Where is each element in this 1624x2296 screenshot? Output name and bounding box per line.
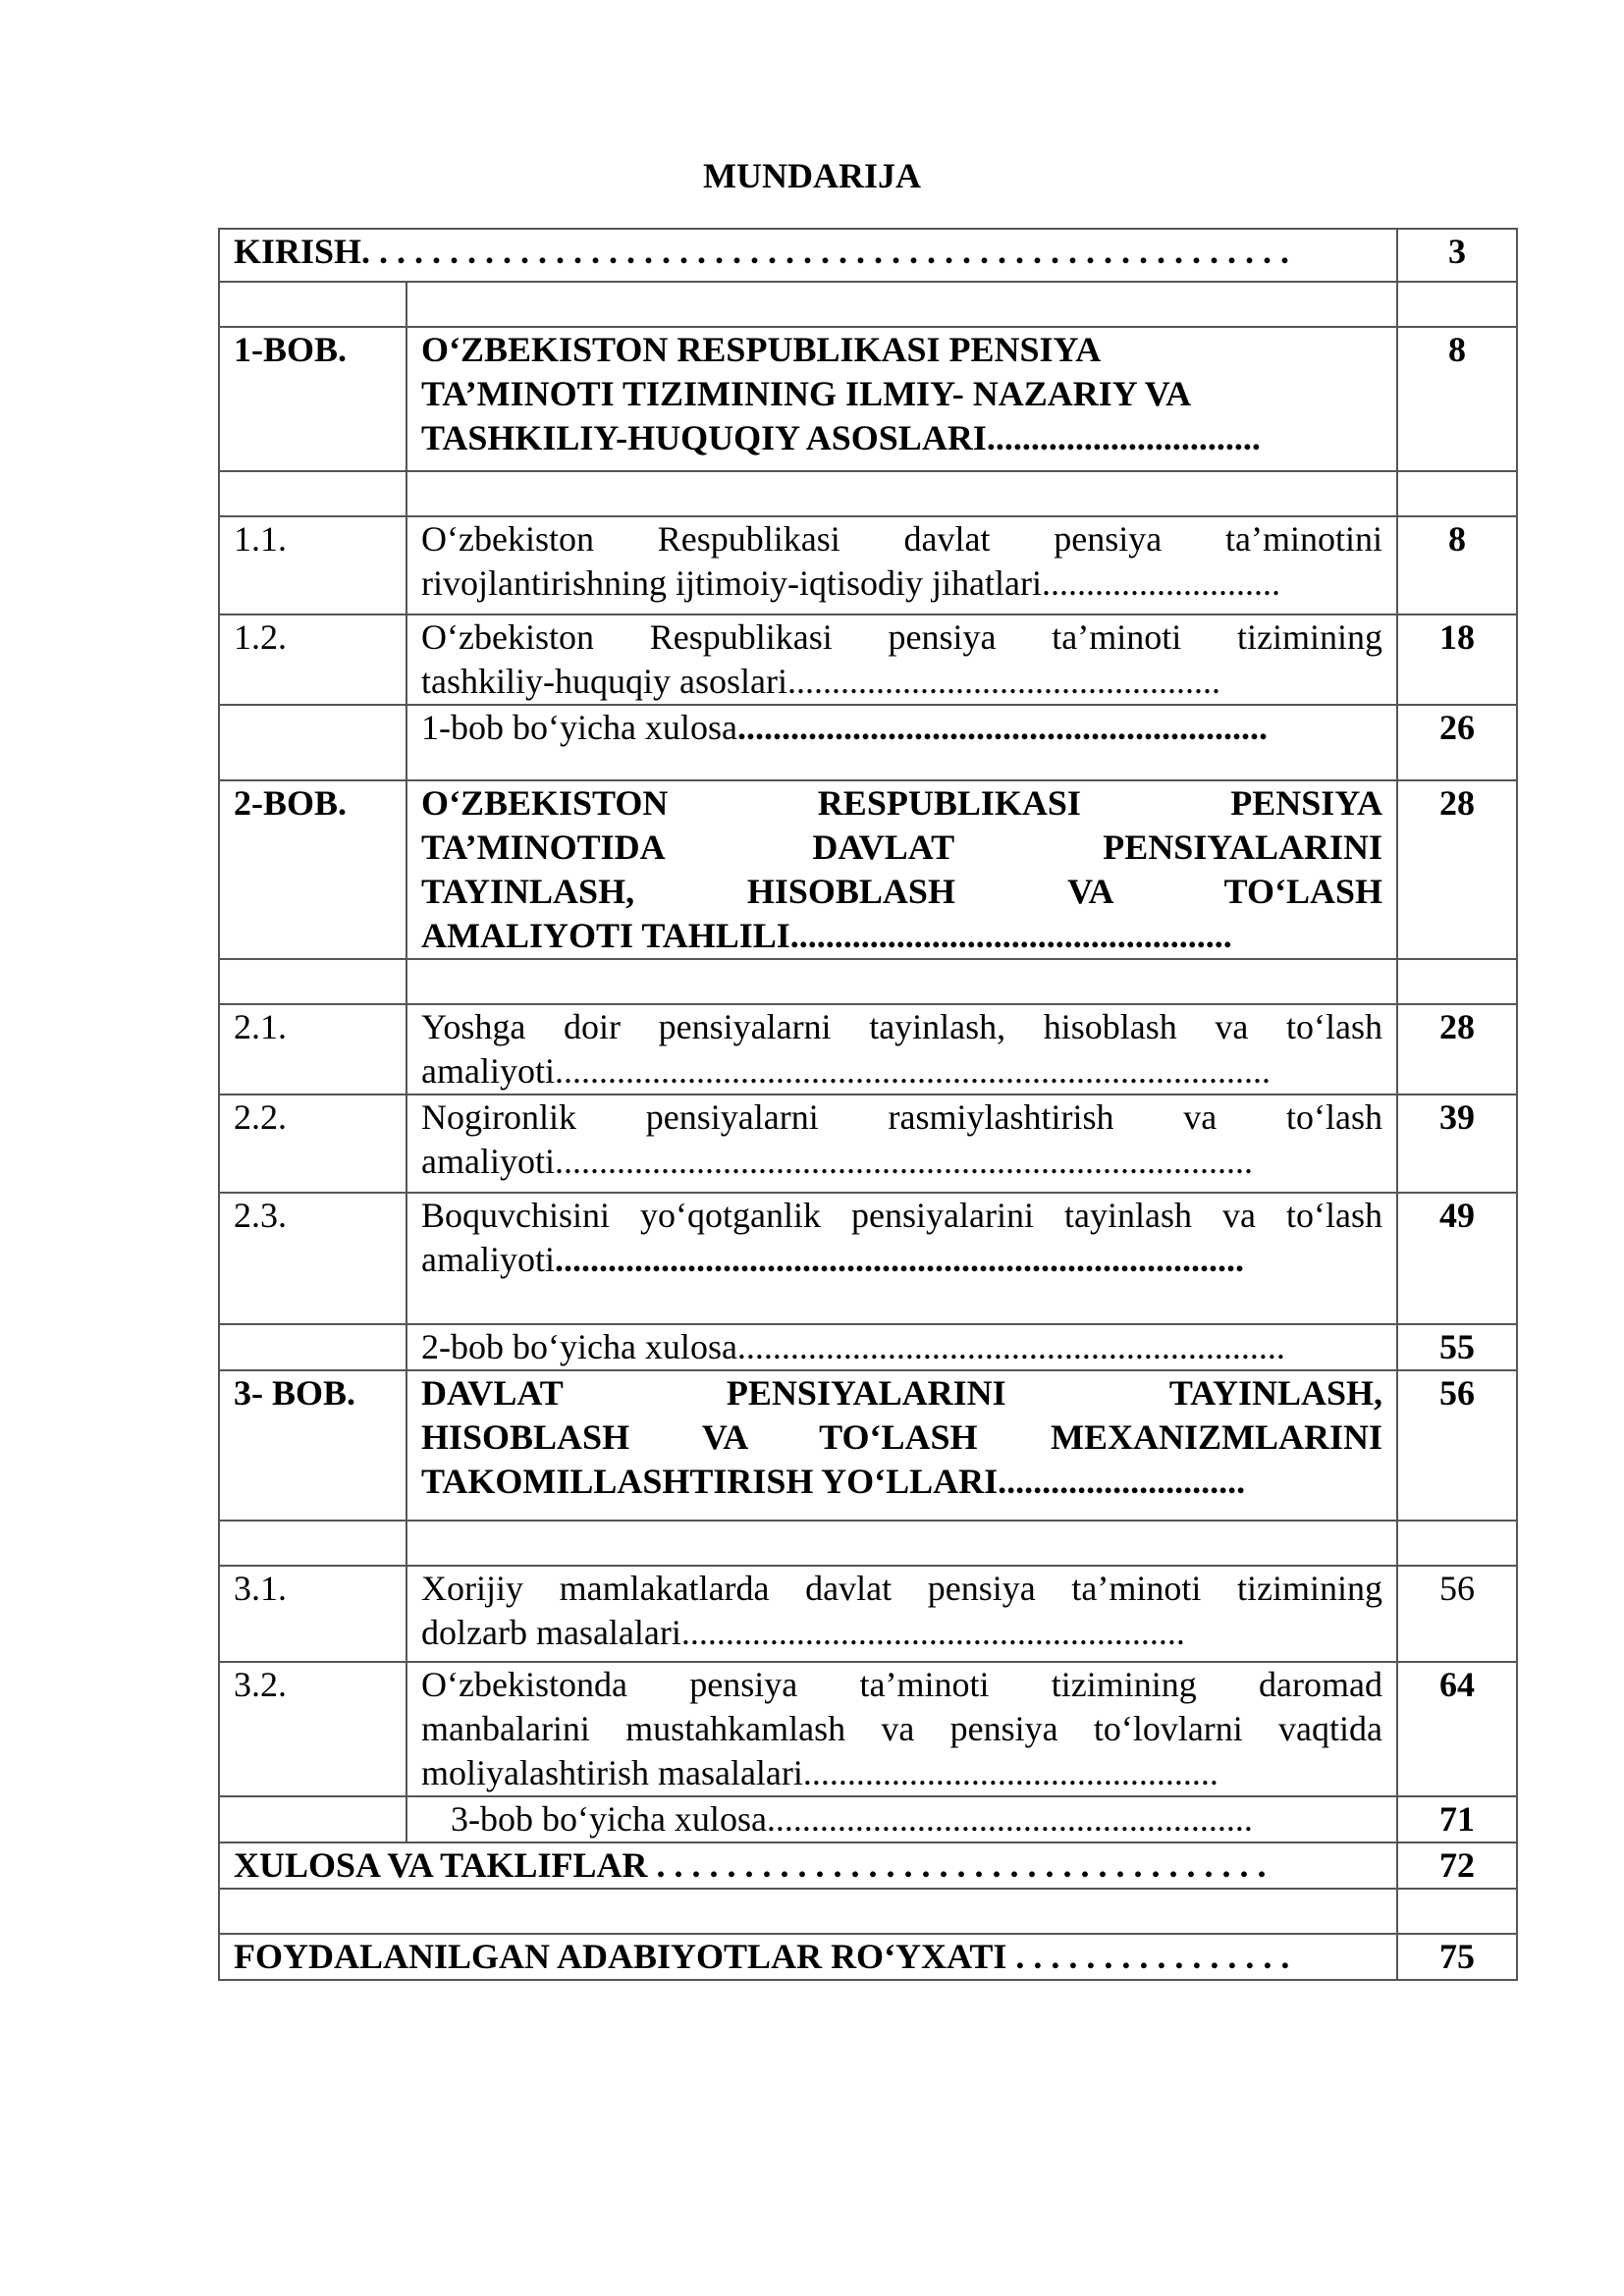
title-line: moliyalashtirish masalalari...............................................	[421, 1753, 1218, 1792]
toc-page-number: 75	[1397, 1934, 1517, 1980]
toc-section-label: 1.1.	[219, 516, 406, 614]
toc-chapter-label: 1-BOB.	[219, 327, 406, 471]
title-line: O‘ZBEKISTON RESPUBLIKASI PENSIYA	[421, 330, 1102, 369]
toc-spacer-row	[219, 1889, 1517, 1934]
toc-section-title	[406, 1004, 1397, 1095]
page-title: MUNDARIJA	[703, 156, 921, 195]
toc-chapter-title	[406, 1370, 1397, 1521]
toc-section-title	[406, 1095, 1397, 1193]
toc-spacer-row	[219, 471, 1517, 516]
toc-section-label: 2.3.	[219, 1193, 406, 1324]
toc-section-title	[406, 1662, 1397, 1796]
toc-row-adabiyotlar	[219, 1934, 1517, 1980]
title-line: Nogironlik pensiyalarni rasmiylashtirish va to‘lash	[421, 1097, 1382, 1137]
toc-page-number: 56	[1397, 1370, 1517, 1521]
title-line: TAYINLASH, HISOBLASH VA TO‘LASH	[421, 872, 1382, 911]
title-line: rivojlantirishning ijtimoiy-iqtisodiy jihatlari...........................	[421, 563, 1280, 603]
toc-entry-title: FOYDALANILGAN ADABIYOTLAR RO‘YXATI . . . . . . . . . . . . . . . .	[219, 1934, 1397, 1980]
toc-spacer-row	[219, 282, 1517, 327]
toc-section-label: 1.2.	[219, 614, 406, 705]
title-line: amaliyoti...............................................................................	[421, 1142, 1253, 1181]
toc-section-title	[406, 516, 1397, 614]
toc-conclusion-title: 1-bob bo‘yicha xulosa............................................................	[406, 705, 1397, 780]
toc-row-section-3-1	[219, 1566, 1517, 1662]
title-line: dolzarb masalalari.........................................................	[421, 1613, 1185, 1652]
toc-chapter-title	[406, 327, 1397, 471]
toc-row-conclusion-1	[219, 705, 1517, 780]
title-line: Yoshga doir pensiyalarni tayinlash, hisoblash va to‘lash	[421, 1007, 1382, 1046]
toc-row-chapter-1	[219, 327, 1517, 471]
toc-conclusion-title: 3-bob bo‘yicha xulosa.......................................................	[406, 1796, 1397, 1842]
toc-conclusion-title: 2-bob bo‘yicha xulosa..............................................................	[406, 1324, 1397, 1370]
toc-section-label: 3.1.	[219, 1566, 406, 1662]
toc-row-section-1-1	[219, 516, 1517, 614]
toc-page-number: 8	[1397, 516, 1517, 614]
toc-page-number: 26	[1397, 705, 1517, 780]
title-line: O‘zbekiston Respublikasi davlat pensiya ta’minotini	[421, 519, 1382, 559]
toc-section-title	[406, 614, 1397, 705]
title-line: TAKOMILLASHTIRISH YO‘LLARI............................	[421, 1462, 1246, 1501]
toc-page-number: 3	[1397, 229, 1517, 282]
toc-chapter-label: 3- BOB.	[219, 1370, 406, 1521]
toc-page-number: 56	[1397, 1566, 1517, 1662]
toc-row-chapter-3	[219, 1370, 1517, 1521]
title-line: amaliyoti.................................................................................	[421, 1051, 1271, 1091]
toc-section-label: 2.1.	[219, 1004, 406, 1095]
title-line: AMALIYOTI TAHLILI..................................................	[421, 916, 1232, 955]
toc-entry-title: XULOSA VA TAKLIFLAR . . . . . . . . . . . . . . . . . . . . . . . . . . . . . . . . . . .	[219, 1842, 1397, 1889]
toc-row-section-3-2	[219, 1662, 1517, 1796]
toc-section-label: 3.2.	[219, 1662, 406, 1796]
title-line: O‘ZBEKISTON RESPUBLIKASI PENSIYA	[421, 783, 1382, 823]
toc-page-number: 55	[1397, 1324, 1517, 1370]
toc-page-number: 39	[1397, 1095, 1517, 1193]
toc-row-section-2-1	[219, 1004, 1517, 1095]
toc-chapter-label: 2-BOB.	[219, 780, 406, 959]
toc-spacer-row	[219, 1521, 1517, 1566]
toc-row-conclusion-2	[219, 1324, 1517, 1370]
toc-entry-title: KIRISH. . . . . . . . . . . . . . . . . . . . . . . . . . . . . . . . . . . . . . . . . . . . . . . . . . . . .	[219, 229, 1397, 282]
toc-row-chapter-2	[219, 780, 1517, 959]
toc-row-section-2-3	[219, 1193, 1517, 1324]
title-line: Boquvchisini yo‘qotganlik pensiyalarini tayinlash va to‘lash	[421, 1196, 1382, 1235]
title-line: O‘zbekiston Respublikasi pensiya ta’minoti tizimining	[421, 617, 1382, 657]
title-line: O‘zbekistonda pensiya ta’minoti tizimining daromad	[421, 1665, 1382, 1704]
title-line: Xorijiy mamlakatlarda davlat pensiya ta’minoti tizimining	[421, 1569, 1382, 1608]
toc-chapter-title	[406, 780, 1397, 959]
toc-row-kirish	[219, 229, 1517, 282]
title-line: DAVLAT PENSIYALARINI TAYINLASH,	[421, 1373, 1382, 1413]
title-line: TA’MINOTIDA DAVLAT PENSIYALARINI	[421, 828, 1382, 867]
title-line: HISOBLASH VA TO‘LASH MEXANIZMLARINI	[421, 1417, 1382, 1457]
title-line: TA’MINOTI TIZIMINING ILMIY- NAZARIY VA	[421, 374, 1192, 413]
title-line: manbalarini mustahkamlash va pensiya to‘lovlarni vaqtida	[421, 1709, 1382, 1748]
toc-page-number: 64	[1397, 1662, 1517, 1796]
toc-spacer-row	[219, 959, 1517, 1004]
toc-section-label: 2.2.	[219, 1095, 406, 1193]
toc-page-number: 8	[1397, 327, 1517, 471]
toc-page-number: 28	[1397, 780, 1517, 959]
toc-row-conclusion-3	[219, 1796, 1517, 1842]
toc-page-number: 28	[1397, 1004, 1517, 1095]
toc-row-section-1-2	[219, 614, 1517, 705]
toc-page-number: 49	[1397, 1193, 1517, 1324]
table-of-contents	[218, 228, 1518, 1981]
toc-page-number: 18	[1397, 614, 1517, 705]
title-line: TASHKILIY-HUQUQIY ASOSLARI...............................	[421, 418, 1261, 457]
toc-row-xulosa	[219, 1842, 1517, 1889]
toc-row-section-2-2	[219, 1095, 1517, 1193]
toc-section-title	[406, 1193, 1397, 1324]
title-line: amaliyoti..............................................................................	[421, 1240, 1244, 1279]
toc-page-number: 71	[1397, 1796, 1517, 1842]
toc-section-title	[406, 1566, 1397, 1662]
title-line: tashkiliy-huquqiy asoslari.................................................	[421, 662, 1220, 701]
toc-page-number: 72	[1397, 1842, 1517, 1889]
